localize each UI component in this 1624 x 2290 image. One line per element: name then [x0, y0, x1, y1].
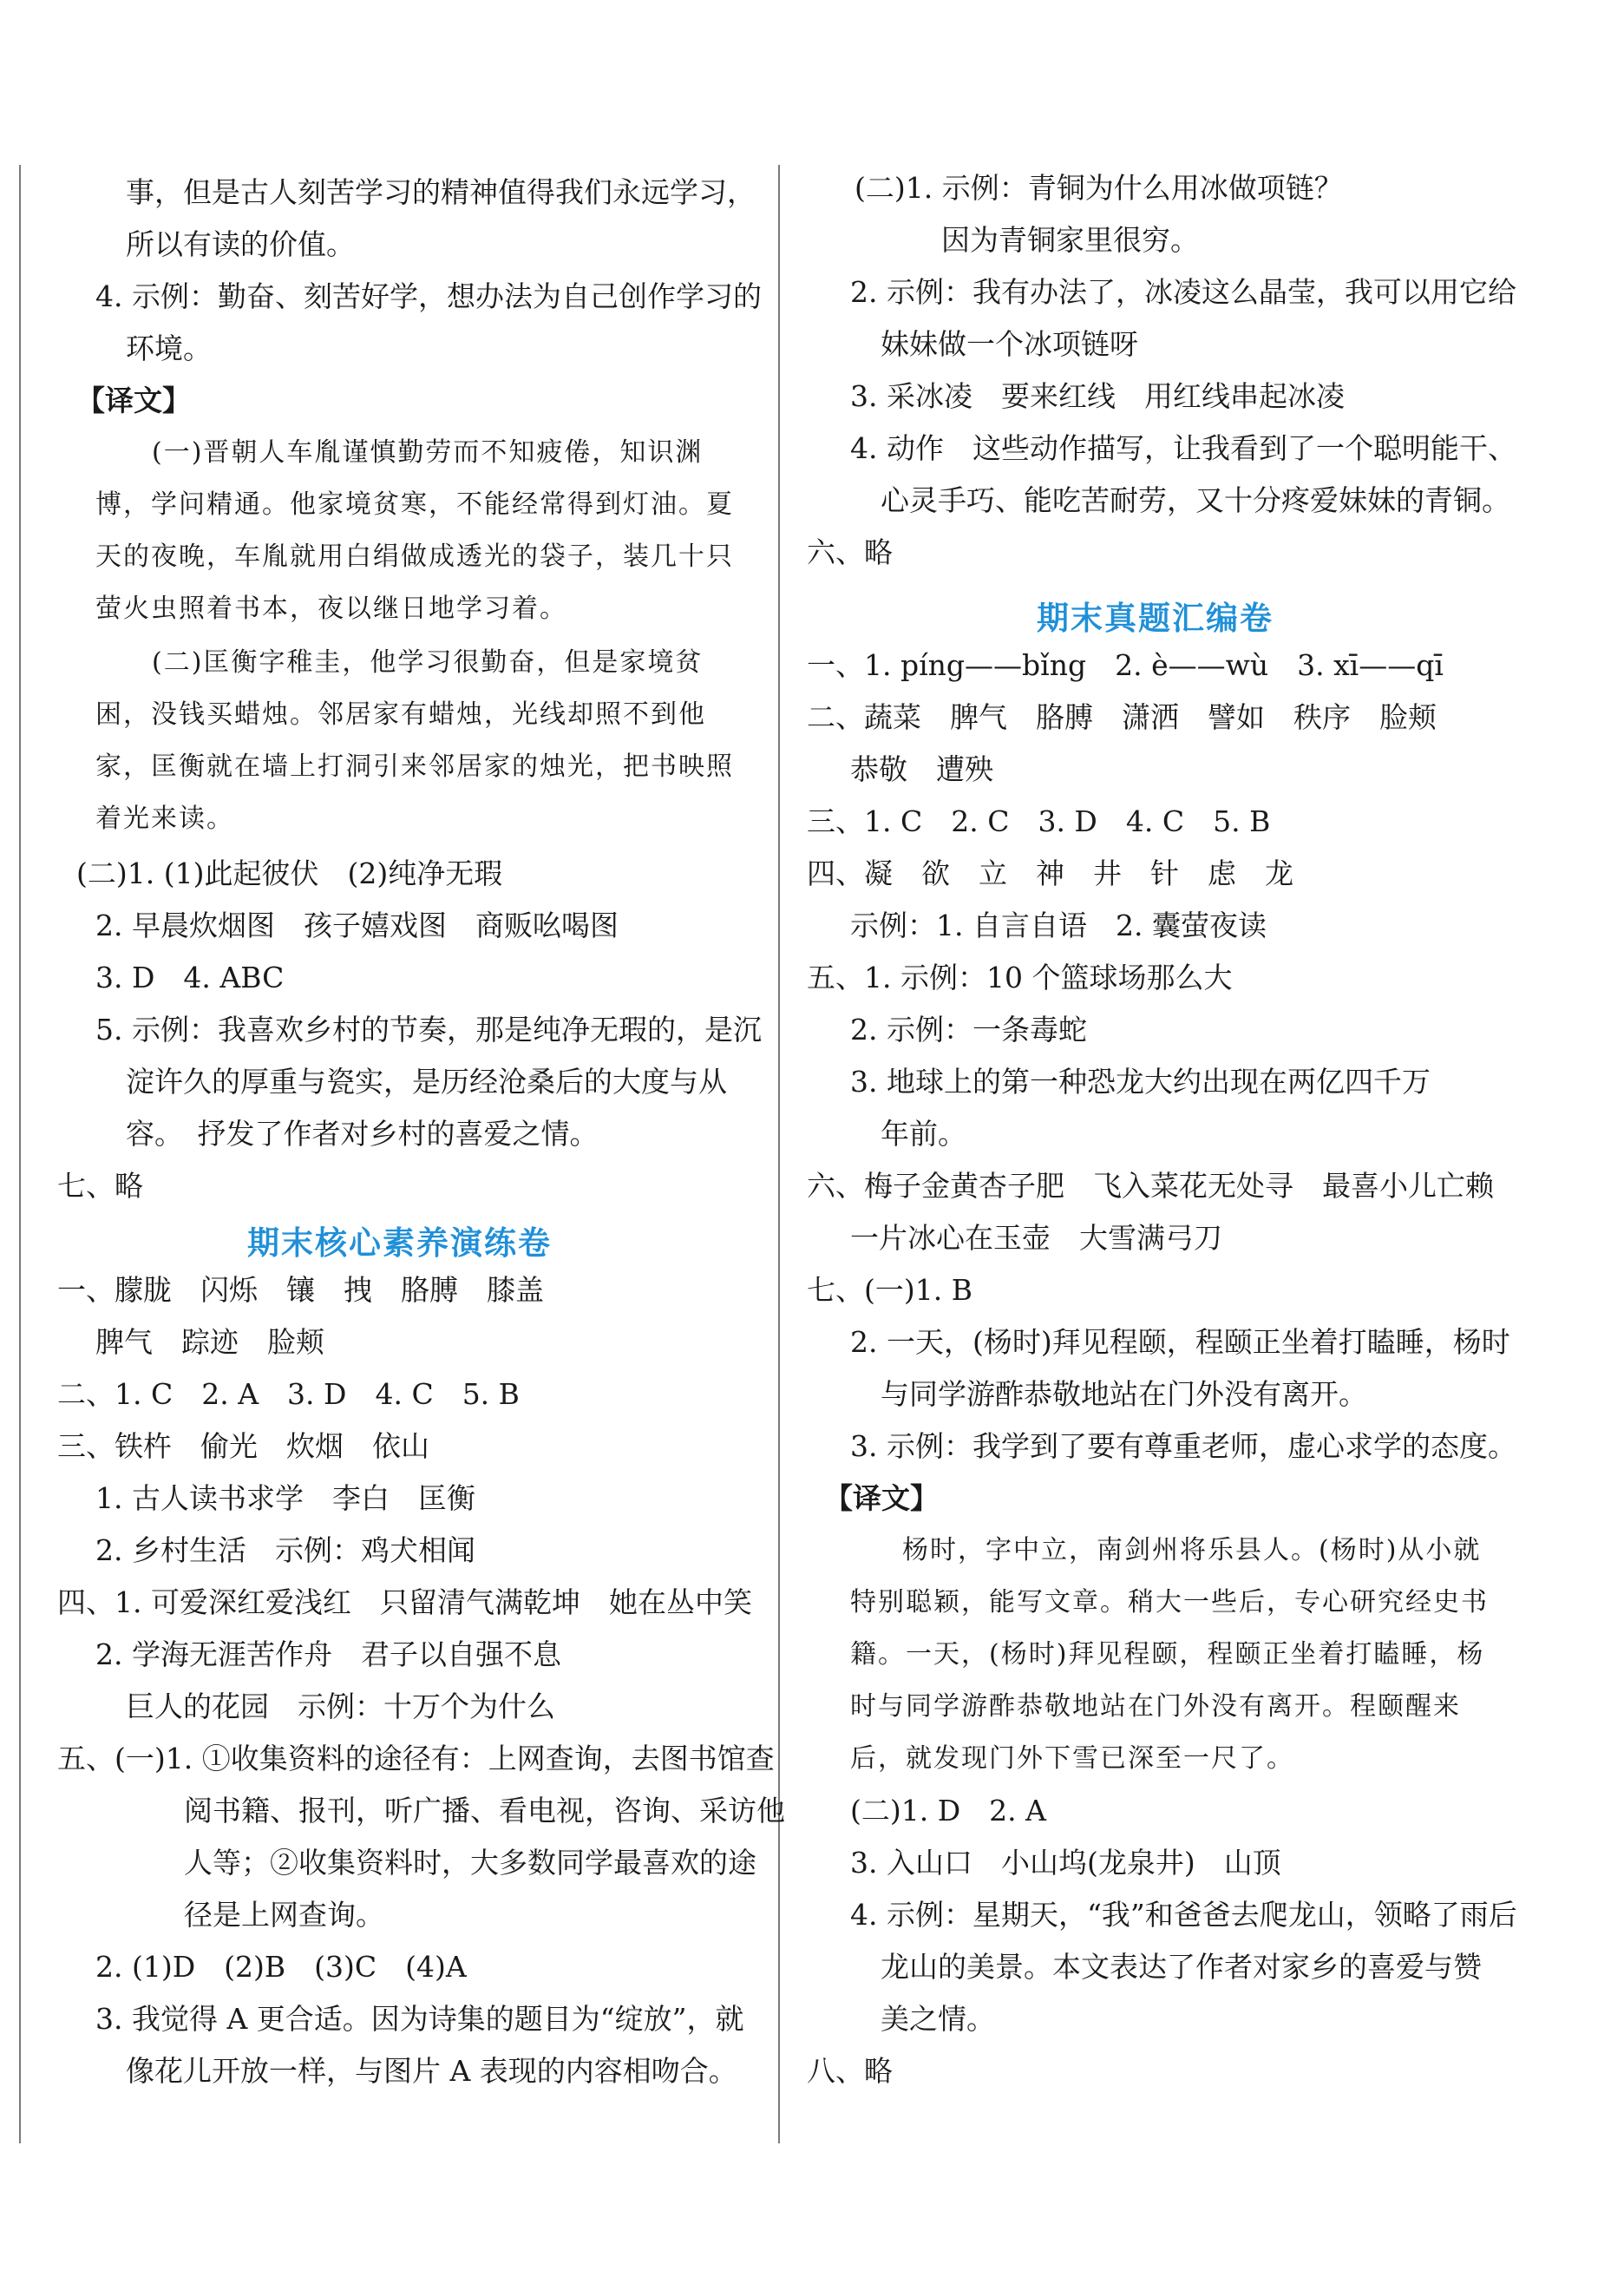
answer-line: 径是上网查询。 [184, 1898, 384, 1932]
answer-line: 四、1. 可爱深红爱浅红 只留清气满乾坤 她在丛中笑 [57, 1585, 752, 1619]
answer-line: 六、略 [807, 535, 893, 569]
answer-line: 3. 地球上的第一种恐龙大约出现在两亿四千万 [850, 1065, 1431, 1099]
answer-line: 时与同学游酢恭敬地站在门外没有离开。程颐醒来 [850, 1691, 1461, 1722]
answer-line: 龙山的美景。本文表达了作者对家乡的喜爱与赞 [881, 1950, 1482, 1984]
answer-line: 3. 示例：我学到了要有尊重老师，虚心求学的态度。 [850, 1429, 1516, 1463]
answer-line: 七、略 [57, 1169, 143, 1203]
answer-line: 2. 学海无涯苦作舟 君子以自强不息 [95, 1637, 561, 1671]
answer-line: 所以有读的价值。 [126, 227, 355, 261]
answer-line: 美之情。 [881, 2002, 995, 2036]
answer-line: 淀许久的厚重与瓷实，是历经沧桑后的大度与从 [126, 1065, 727, 1099]
answer-line: 妹妹做一个冰项链呀 [881, 327, 1138, 361]
answer-line: 博，学问精通。他家境贫寒，不能经常得到灯油。夏 [95, 489, 734, 520]
answer-line: 2. (1)D (2)B (3)C (4)A [95, 1950, 467, 1984]
answer-line: 像花儿开放一样，与图片 A 表现的内容相吻合。 [126, 2054, 737, 2088]
translation-heading: 【译文】 [76, 384, 191, 417]
answer-line: 2. 示例：一条毒蛇 [850, 1013, 1087, 1047]
answer-line: 巨人的花园 示例：十万个为什么 [126, 1690, 555, 1723]
answer-line: 七、(一)1. B [807, 1273, 972, 1307]
answer-line: 示例：1. 自言自语 2. 囊萤夜读 [850, 909, 1267, 942]
section-title-core-literacy: 期末核心素养演练卷 [247, 1224, 552, 1262]
answer-line: 脾气 踪迹 脸颊 [95, 1325, 324, 1359]
answer-line: 恭敬 遭殃 [850, 752, 993, 786]
answer-line: 与同学游酢恭敬地站在门外没有离开。 [881, 1377, 1367, 1411]
answer-line: 年前。 [881, 1117, 966, 1151]
answer-line: 二、1. C 2. A 3. D 4. C 5. B [57, 1377, 520, 1411]
answer-line: 四、凝 欲 立 神 井 针 虑 龙 [807, 856, 1293, 890]
answer-line: 困，没钱买蜡烛。邻居家有蜡烛，光线却照不到他 [95, 699, 706, 730]
answer-line: (二)匡衡字稚圭，他学习很勤奋，但是家境贫 [152, 647, 704, 678]
answer-line: 家，匡衡就在墙上打洞引来邻居家的烛光，把书映照 [95, 751, 734, 782]
answer-line: 三、1. C 2. C 3. D 4. C 5. B [807, 804, 1271, 838]
answer-line: 八、略 [807, 2054, 893, 2088]
answer-line: 后，就发现门外下雪已深至一尺了。 [850, 1743, 1294, 1774]
answer-line: 二、蔬菜 脾气 胳膊 潇洒 譬如 秩序 脸颊 [807, 700, 1437, 734]
answer-line: 环境。 [126, 331, 212, 365]
answer-line: 六、梅子金黄杏子肥 飞入菜花无处寻 最喜小儿亡赖 [807, 1169, 1494, 1203]
answer-line: 3. 采冰凌 要来红线 用红线串起冰凌 [850, 379, 1345, 413]
answer-line: 籍。一天，(杨时)拜见程颐，程颐正坐着打瞌睡，杨 [850, 1639, 1485, 1670]
answer-line: 一、1. píng——bǐng 2. è——wù 3. xī——qī [807, 648, 1444, 682]
answer-line: (一)晋朝人车胤谨慎勤劳而不知疲倦，知识渊 [152, 437, 704, 468]
answer-line: 三、铁杵 偷光 炊烟 依山 [57, 1429, 429, 1463]
column-divider [778, 165, 780, 2143]
section-title-exam-compilation: 期末真题汇编卷 [1037, 600, 1274, 637]
answer-line: (二)1. 示例：青铜为什么用冰做项链？ [855, 171, 1343, 205]
answer-line: 2. 示例：我有办法了，冰凌这么晶莹，我可以用它给 [850, 275, 1516, 309]
answer-line: 3. 入山口 小山坞(龙泉井) 山顶 [850, 1846, 1281, 1880]
answer-line: 五、1. 示例：10 个篮球场那么大 [807, 961, 1233, 994]
answer-line: 阅书籍、报刊，听广播、看电视，咨询、采访他 [184, 1794, 785, 1827]
answer-line: 4. 示例：星期天，“我”和爸爸去爬龙山，领略了雨后 [850, 1898, 1517, 1932]
answer-line: 天的夜晚，车胤就用白绢做成透光的袋子，装几十只 [95, 541, 734, 572]
answer-line: 人等；②收集资料时，大多数同学最喜欢的途 [184, 1846, 756, 1880]
answer-line: 容。 抒发了作者对乡村的喜爱之情。 [126, 1117, 599, 1151]
answer-line: 5. 示例：我喜欢乡村的节奏，那是纯净无瑕的，是沉 [95, 1013, 762, 1047]
answer-line: 4. 示例：勤奋、刻苦好学，想办法为自己创作学习的 [95, 279, 762, 313]
answer-line: 3. D 4. ABC [95, 961, 285, 994]
translation-heading: 【译文】 [824, 1481, 939, 1515]
answer-line: (二)1. (1)此起彼伏 (2)纯净无瑕 [76, 856, 503, 890]
answer-line: 因为青铜家里很穷。 [941, 223, 1199, 257]
answer-line: (二)1. D 2. A [850, 1794, 1046, 1827]
answer-line: 心灵手巧、能吃苦耐劳，又十分疼爱妹妹的青铜。 [881, 483, 1510, 517]
answer-line: 着光来读。 [95, 804, 234, 834]
answer-line: 1. 古人读书求学 李白 匡衡 [95, 1481, 475, 1515]
left-margin-rule [19, 165, 21, 2143]
answer-line: 事，但是古人刻苦学习的精神值得我们永远学习， [126, 175, 756, 209]
answer-line: 萤火虫照着书本，夜以继日地学习着。 [95, 594, 567, 624]
answer-line: 2. 早晨炊烟图 孩子嬉戏图 商贩吆喝图 [95, 909, 619, 942]
answer-line: 一片冰心在玉壶 大雪满弓刀 [850, 1221, 1222, 1255]
answer-line: 一、朦胧 闪烁 镶 拽 胳膊 膝盖 [57, 1273, 544, 1307]
answer-line: 2. 乡村生活 示例：鸡犬相闻 [95, 1533, 475, 1567]
answer-line: 2. 一天，(杨时)拜见程颐，程颐正坐着打瞌睡，杨时 [850, 1325, 1510, 1359]
answer-line: 特别聪颖，能写文章。稍大一些后，专心研究经史书 [850, 1587, 1489, 1617]
answer-line: 4. 动作 这些动作描写，让我看到了一个聪明能干、 [850, 431, 1516, 465]
answer-line: 3. 我觉得 A 更合适。因为诗集的题目为“绽放”，就 [95, 2002, 744, 2036]
answer-line: 杨时，字中立，南剑州将乐县人。(杨时)从小就 [902, 1535, 1482, 1565]
answer-line: 五、(一)1. ①收集资料的途径有：上网查询，去图书馆查 [57, 1742, 775, 1775]
